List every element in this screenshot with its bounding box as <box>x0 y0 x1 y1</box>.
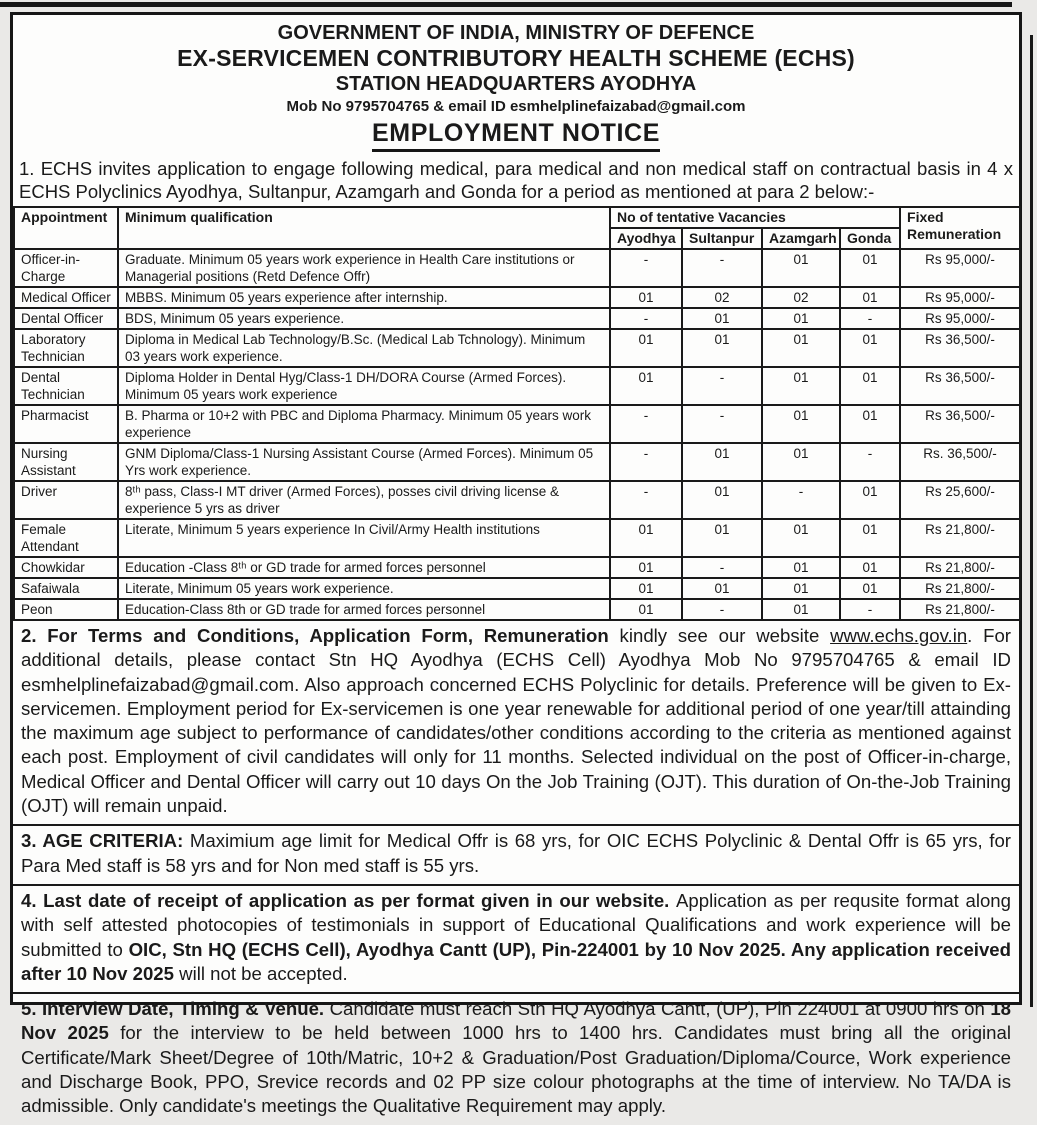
cell-vacancy-azamgarh: 01 <box>762 443 840 481</box>
notice-title-row <box>13 119 1019 152</box>
cell-vacancy-gonda: 01 <box>840 481 900 519</box>
cell-qualification: Literate, Minimum 05 years work experience. <box>118 578 610 599</box>
cell-qualification: Diploma in Medical Lab Technology/B.Sc. (Medical Lab Tchnology). Minimum 03 years work experience. <box>118 329 610 367</box>
paragraph-segment: 3. AGE CRITERIA: <box>21 830 190 852</box>
paragraph-segment: 2. For Terms and Conditions, Application Form, Remuneration <box>21 625 620 646</box>
table-row <box>14 405 1020 443</box>
contact-line: Mob No 9795704765 & email ID esmhelplinefaizabad@gmail.com <box>286 98 746 115</box>
cell-vacancy-gonda: - <box>840 599 900 620</box>
cell-vacancy-sultanpur: - <box>682 405 762 443</box>
table-row <box>14 578 1020 599</box>
table-row <box>14 367 1020 405</box>
cell-vacancy-azamgarh: 02 <box>762 287 840 308</box>
cell-vacancy-azamgarh: 01 <box>762 557 840 578</box>
cell-vacancy-ayodhya: 01 <box>610 557 682 578</box>
cell-appointment: Driver <box>14 481 118 519</box>
paragraph-segment: kindly see our website <box>619 625 831 646</box>
cell-vacancy-sultanpur: - <box>682 367 762 405</box>
cell-vacancy-azamgarh: 01 <box>762 249 840 287</box>
table-header-row-1 <box>14 207 1020 228</box>
website-link-text: www.echs.gov.in <box>830 625 968 646</box>
cell-vacancy-gonda: 01 <box>840 578 900 599</box>
cell-vacancy-gonda: 01 <box>840 557 900 578</box>
paragraph-segment: . For additional details, please contact Stn HQ Ayodhya (ECHS Cell) Ayodhya Mob No 9795704765 & email ID esmhelplinefaizabad@gmail.com. Also approach concerned ECHS Polyclinic for details. Preference will be given to Ex-servicemen. Employment period for Ex-servicemen is one year renewable for additional period of one year/till attainding the maximum age subject to performance of candidates/other conditions according to the criteria as mentioned against each post. Employment of civil candidates will only for 11 months. Selected individual on the post of Officer-in-charge, Medical Officer and Dental Officer will carry out 10 days On the Job Training (OJT). This duration of On-the-Job Training (OJT) will remain unpaid. <box>21 625 1011 817</box>
employment-notice-document <box>10 12 1022 1117</box>
cell-vacancy-ayodhya: - <box>610 443 682 481</box>
paragraph-segment: Application as per requsite format along with self attested photocopies of testimonials in support of Educational Qualifications and work experience will be submitted to <box>21 889 1011 960</box>
cell-qualification: MBBS. Minimum 05 years experience after internship. <box>118 287 610 308</box>
cell-vacancy-azamgarh: 01 <box>762 599 840 620</box>
cell-vacancy-sultanpur: - <box>682 557 762 578</box>
cell-vacancy-sultanpur: 01 <box>682 443 762 481</box>
cell-remuneration: Rs 21,800/- <box>900 599 1020 620</box>
cell-qualification: GNM Diploma/Class-1 Nursing Assistant Course (Armed Forces). Minimum 05 Yrs work experience. <box>118 443 610 481</box>
cell-remuneration: Rs 95,000/- <box>900 249 1020 287</box>
cell-vacancy-gonda: - <box>840 308 900 329</box>
cell-vacancy-sultanpur: 01 <box>682 481 762 519</box>
cell-vacancy-ayodhya: - <box>610 249 682 287</box>
cell-vacancy-sultanpur: 01 <box>682 308 762 329</box>
cell-vacancy-gonda: 01 <box>840 405 900 443</box>
cell-remuneration: Rs 36,500/- <box>900 367 1020 405</box>
table-row <box>14 481 1020 519</box>
para-interview <box>13 992 1019 1124</box>
cell-qualification: Education-Class 8th or GD trade for armed forces personnel <box>118 599 610 620</box>
vacancy-table <box>13 206 1021 621</box>
cell-qualification: Literate, Minimum 5 years experience In Civil/Army Health institutions <box>118 519 610 557</box>
cell-vacancy-sultanpur: 02 <box>682 287 762 308</box>
cell-appointment: Chowkidar <box>14 557 118 578</box>
cell-vacancy-sultanpur: - <box>682 249 762 287</box>
paragraph-segment: OIC, Stn HQ (ECHS Cell), Ayodhya Cantt (UP), Pin-224001 by 10 Nov 2025. Any application received after 10 Nov 2025 <box>21 938 1011 984</box>
cell-remuneration: Rs. 36,500/- <box>900 443 1020 481</box>
para-terms-conditions <box>13 621 1019 824</box>
paragraph-segment: Maximium age limit for Medical Offr is 68 yrs, for OIC ECHS Polyclinic & Dental Offr is 65 yrs, for Para Med staff is 58 yrs and for Non med staff is 55 yrs. <box>21 830 1011 876</box>
cell-qualification: Education -Class 8ᵗʰ or GD trade for armed forces personnel <box>118 557 610 578</box>
table-row <box>14 249 1020 287</box>
paragraph-segment: 5. Interview Date, Timing & Venue. <box>21 998 330 1020</box>
cell-vacancy-gonda: 01 <box>840 367 900 405</box>
cell-vacancy-sultanpur: 01 <box>682 578 762 599</box>
paragraph-segment: for the interview to be held between 1000 hrs to 1400 hrs. Candidates must bring all the original Certificate/Mark Sheet/Degree of 10th/Matric, 10+2 & Graduation/Post Graduation/Diploma/Cource, Work experience and Discharge Book, PPO, Srevice records and 02 PP size colour photographs at the time of interview. No TA/DA is admissible. Only candidate's meetings the Qualitative Requirement may apply. <box>21 1022 1011 1117</box>
cell-appointment: Officer-in-Charge <box>14 249 118 287</box>
cell-vacancy-ayodhya: - <box>610 405 682 443</box>
cell-appointment: Peon <box>14 599 118 620</box>
col-header-remuneration: Fixed Remuneration <box>900 207 1020 249</box>
cell-appointment: Safaiwala <box>14 578 118 599</box>
cell-vacancy-gonda: 01 <box>840 519 900 557</box>
table-row <box>14 308 1020 329</box>
cell-vacancy-gonda: 01 <box>840 287 900 308</box>
cell-vacancy-gonda: - <box>840 443 900 481</box>
col-header-qualification: Minimum qualification <box>118 207 610 249</box>
notice-title: EMPLOYMENT NOTICE <box>372 119 660 152</box>
cell-vacancy-ayodhya: - <box>610 481 682 519</box>
newspaper-column-divider <box>1030 35 1033 1007</box>
terms-paragraphs <box>13 621 1019 1125</box>
cell-vacancy-sultanpur: - <box>682 599 762 620</box>
col-header-vacancies-group: No of tentative Vacancies <box>610 207 900 228</box>
cell-appointment: Female Attendant <box>14 519 118 557</box>
para-age-criteria <box>13 824 1019 884</box>
table-row <box>14 599 1020 620</box>
cell-vacancy-azamgarh: 01 <box>762 405 840 443</box>
cell-vacancy-azamgarh: 01 <box>762 308 840 329</box>
cell-vacancy-ayodhya: 01 <box>610 329 682 367</box>
cell-appointment: Dental Technician <box>14 367 118 405</box>
cell-appointment: Dental Officer <box>14 308 118 329</box>
ministry-line: GOVERNMENT OF INDIA, MINISTRY OF DEFENCE <box>277 22 755 44</box>
station-line: STATION HEADQUARTERS AYODHYA <box>335 73 697 95</box>
col-header-gonda: Gonda <box>840 228 900 249</box>
cell-vacancy-ayodhya: 01 <box>610 599 682 620</box>
paragraph-segment: 4. Last date of receipt of application as per format given in our website. <box>21 889 676 911</box>
cell-remuneration: Rs 36,500/- <box>900 329 1020 367</box>
scheme-line: EX-SERVICEMEN CONTRIBUTORY HEALTH SCHEME (ECHS) <box>177 45 855 71</box>
col-header-ayodhya: Ayodhya <box>610 228 682 249</box>
cell-vacancy-sultanpur: 01 <box>682 519 762 557</box>
intro-paragraph: 1. ECHS invites application to engage following medical, para medical and non medical staff on contractual basis in 4 x ECHS Polyclinics Ayodhya, Sultanpur, Azamgarh and Gonda for a period as mentioned at para 2 below:- <box>19 158 1013 202</box>
scan-top-rule <box>0 2 1012 7</box>
cell-vacancy-azamgarh: - <box>762 481 840 519</box>
cell-appointment: Medical Officer <box>14 287 118 308</box>
cell-remuneration: Rs 36,500/- <box>900 405 1020 443</box>
cell-qualification: Graduate. Minimum 05 years work experience in Health Care institutions or Managerial positions (Retd Defence Offr) <box>118 249 610 287</box>
cell-remuneration: Rs 25,600/- <box>900 481 1020 519</box>
para-last-date <box>13 884 1019 992</box>
notice-header <box>13 15 1019 152</box>
cell-vacancy-gonda: 01 <box>840 329 900 367</box>
col-header-sultanpur: Sultanpur <box>682 228 762 249</box>
cell-vacancy-ayodhya: 01 <box>610 519 682 557</box>
cell-qualification: B. Pharma or 10+2 with PBC and Diploma Pharmacy. Minimum 05 years work experience <box>118 405 610 443</box>
paragraph-segment: will not be accepted. <box>173 962 348 984</box>
col-header-azamgarh: Azamgarh <box>762 228 840 249</box>
table-row <box>14 557 1020 578</box>
cell-qualification: BDS, Minimum 05 years experience. <box>118 308 610 329</box>
cell-vacancy-azamgarh: 01 <box>762 519 840 557</box>
paragraph-segment: Candidate must reach Stn HQ Ayodhya Cantt, (UP), Pin 224001 at 0900 hrs on <box>329 998 991 1020</box>
cell-vacancy-sultanpur: 01 <box>682 329 762 367</box>
col-header-appointment: Appointment <box>14 207 118 249</box>
cell-vacancy-azamgarh: 01 <box>762 329 840 367</box>
cell-appointment: Nursing Assistant <box>14 443 118 481</box>
cell-vacancy-azamgarh: 01 <box>762 367 840 405</box>
cell-remuneration: Rs 95,000/- <box>900 287 1020 308</box>
cell-remuneration: Rs 21,800/- <box>900 578 1020 599</box>
cell-vacancy-ayodhya: 01 <box>610 287 682 308</box>
cell-vacancy-ayodhya: 01 <box>610 578 682 599</box>
table-row <box>14 519 1020 557</box>
cell-vacancy-azamgarh: 01 <box>762 578 840 599</box>
table-row <box>14 287 1020 308</box>
cell-remuneration: Rs 21,800/- <box>900 557 1020 578</box>
cell-vacancy-gonda: 01 <box>840 249 900 287</box>
cell-appointment: Pharmacist <box>14 405 118 443</box>
cell-vacancy-ayodhya: 01 <box>610 367 682 405</box>
table-row <box>14 443 1020 481</box>
cell-qualification: Diploma Holder in Dental Hyg/Class-1 DH/DORA Course (Armed Forces). Minimum 05 years work experience <box>118 367 610 405</box>
paragraph-segment: 18 Nov 2025 <box>21 998 1011 1044</box>
cell-remuneration: Rs 95,000/- <box>900 308 1020 329</box>
cell-remuneration: Rs 21,800/- <box>900 519 1020 557</box>
table-row <box>14 329 1020 367</box>
cell-vacancy-ayodhya: - <box>610 308 682 329</box>
cell-appointment: Laboratory Technician <box>14 329 118 367</box>
cell-qualification: 8ᵗʰ pass, Class-I MT driver (Armed Forces), posses civil driving license & experience 5 yrs as driver <box>118 481 610 519</box>
